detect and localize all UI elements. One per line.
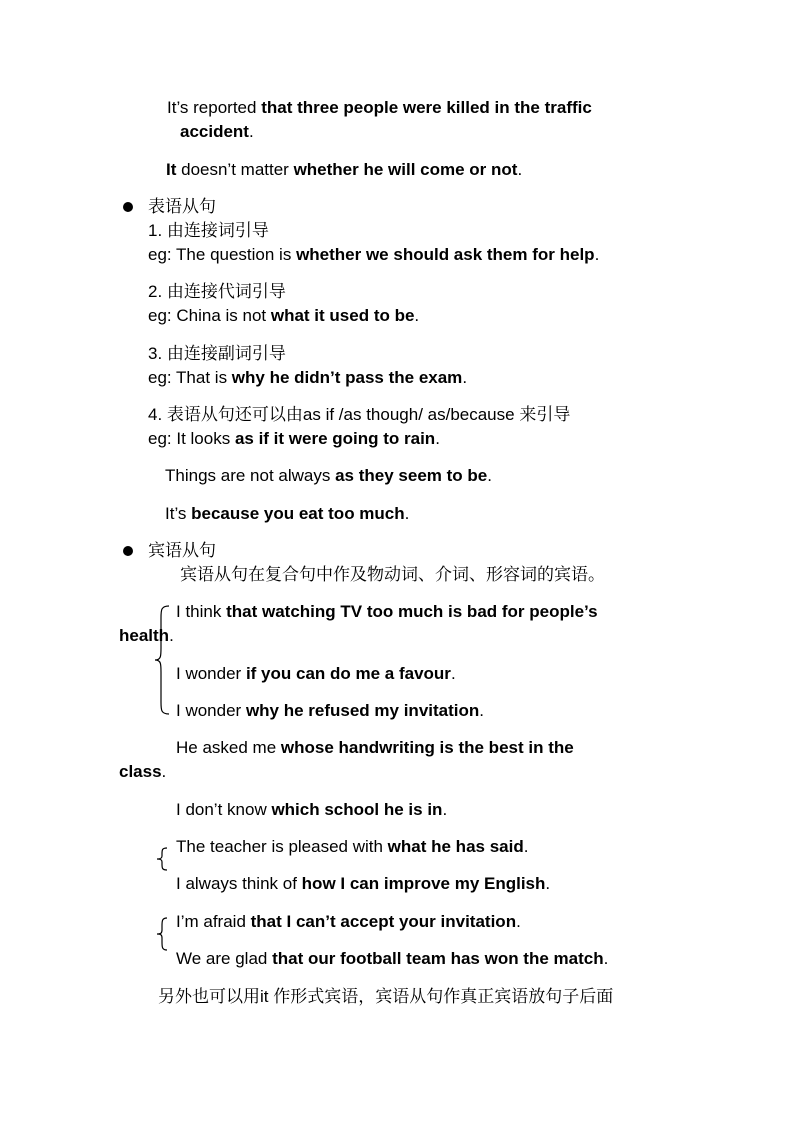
text-line: I always think of how I can improve my English.: [176, 874, 551, 893]
text-line: 1. 由连接词引导: [148, 221, 269, 240]
text-line: eg: It looks as if it were going to rain.: [148, 429, 440, 448]
text-line: I don’t know which school he is in.: [176, 800, 448, 819]
text-line: eg: The question is whether we should ask them for help.: [148, 245, 600, 264]
text-line: The teacher is pleased with what he has said.: [176, 837, 529, 856]
text-line: I wonder why he refused my invitation.: [176, 701, 484, 720]
text-line: eg: China is not what it used to be.: [148, 306, 420, 325]
text-line: 3. 由连接副词引导: [148, 344, 286, 363]
text-line: 2. 由连接代词引导: [148, 282, 286, 301]
section-heading: 表语从句: [148, 197, 216, 216]
text-line: I wonder if you can do me a favour.: [176, 664, 456, 683]
text-line: Things are not always as they seem to be.: [165, 466, 492, 485]
text-line: 宾语从句在复合句中作及物动词、介词、形容词的宾语。: [180, 565, 605, 584]
bullet-icon: [123, 546, 133, 556]
text-line: eg: That is why he didn’t pass the exam.: [148, 368, 468, 387]
text-line: 另外也可以用it 作形式宾语，宾语从句作真正宾语放句子后面: [158, 987, 614, 1006]
text-line: It’s reported that three people were killed in the traffic: [167, 98, 592, 117]
text-line: It’s because you eat too much.: [165, 504, 410, 523]
brace-icon: [155, 917, 169, 951]
brace-icon: [154, 604, 172, 716]
text-line: health.: [119, 626, 174, 645]
text-line: class.: [119, 762, 167, 781]
text-line: accident.: [180, 122, 254, 141]
section-heading: 宾语从句: [148, 541, 216, 560]
brace-icon: [155, 847, 169, 871]
bullet-icon: [123, 202, 133, 212]
text-line: I think that watching TV too much is bad for people’s: [176, 602, 598, 621]
text-line: It doesn’t matter whether he will come or not.: [166, 160, 523, 179]
text-line: I’m afraid that I can’t accept your invitation.: [176, 912, 521, 931]
text-line: We are glad that our football team has won the match.: [176, 949, 609, 968]
text-line: He asked me whose handwriting is the best in the: [176, 738, 574, 757]
text-line: 4. 表语从句还可以由as if /as though/ as/because 来引导: [148, 405, 571, 424]
